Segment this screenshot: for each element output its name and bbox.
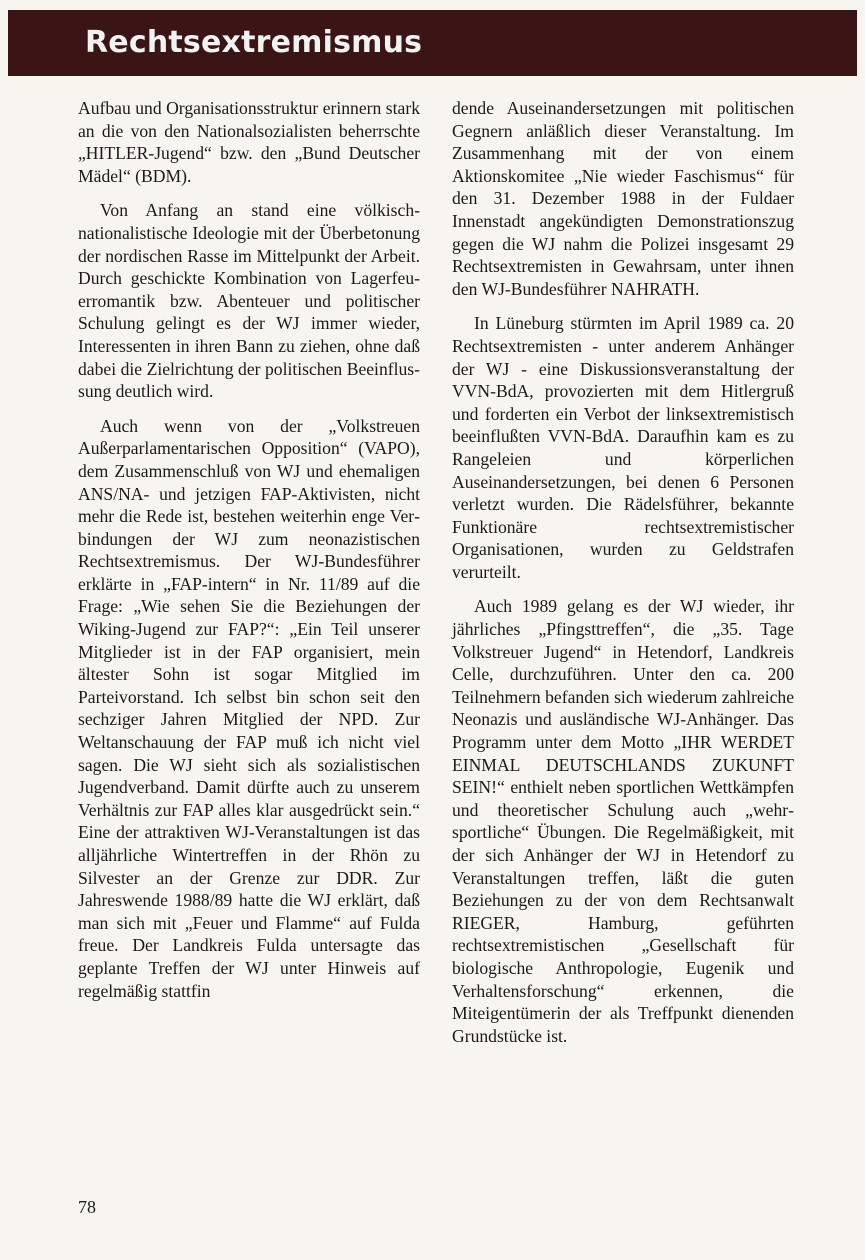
paragraph: In Lüneburg stürmten im April 1989 ca. 20 Rechtsextremisten - unter anderem Anhänger der WJ - eine Diskussionsveranstaltung der VVN-BdA, provozierten mit dem Hitlergruß und forderten ein Verbot der linksextremistisch beeinflußten VVN-BdA. Daraufhin kam es zu Rangeleien und körperlichen Auseinandersetzungen, bei denen 6 Personen verletzt wurden. Die Rädelsführer, bekannte Funktionäre rechtsextremistischer Organisationen, wurden zu Geldstrafen verurteilt. (452, 313, 794, 582)
text-column-left (78, 97, 420, 1014)
paragraph: Auch 1989 gelang es der WJ wieder, ihr jährliches „Pfingsttreffen“, die „35. Tage Volkstreuer Jugend“ in Hetendorf, Landkreis Celle, durchzuführen. Unter den ca. 200 Teilnehmern befanden sich wiederum zahlreiche Neonazis und ausländische WJ-Anhänger. Das Programm unter dem Motto „IHR WERDET EINMAL DEUTSCHLANDS ZUKUNFT SEIN!“ enthielt neben sportlichen Wettkämpfen und theoretischer Schulung auch „wehrsportliche“ Übungen. Die Regelmäßigkeit, mit der sich Anhänger der WJ in Hetendorf zu Veranstaltungen treffen, läßt die guten Beziehungen zu der von dem Rechtsanwalt RIEGER, Hamburg, geführten rechtsextremistischen „Gesellschaft für biologische Anthropologie, Eugenik und Verhaltensforschung“ erkennen, die Miteigentümerin der als Treffpunkt dienenden Grundstücke ist. (452, 596, 794, 1046)
text-column-right (452, 97, 794, 1059)
paragraph: Von Anfang an stand eine völkisch-nationalistische Ideologie mit der Überbetonung der nordischen Rasse im Mittelpunkt der Arbeit. Durch geschickte Kombination von Lagerfeuerromantik bzw. Abenteuer und politischer Schulung gelingt es der WJ immer wieder, Interessenten in ihren Bann zu ziehen, ohne daß dabei die Zielrichtung der politischen Beeinflussung deutlich wird. (78, 200, 420, 402)
paragraph: Aufbau und Organisationsstruktur erinnern stark an die von den Nationalsozialisten beherrschte „HITLER-Jugend“ bzw. den „Bund Deutscher Mädel“ (BDM). (78, 98, 420, 186)
paragraph: dende Auseinandersetzungen mit politischen Gegnern anläßlich dieser Veranstaltung. Im Zusammenhang mit der von einem Aktionskomitee „Nie wieder Faschismus“ für den 31. Dezember 1988 in der Fuldaer Innenstadt angekündigten Demonstrationszug gegen die WJ nahm die Polizei insgesamt 29 Rechtsextremisten in Gewahrsam, unter ihnen den WJ-Bundesführer NAHRATH. (452, 98, 794, 299)
section-header-bar (8, 10, 857, 76)
paragraph: Auch wenn von der „Volkstreuen Außerparlamentarischen Opposition“ (VAPO), dem Zusammenschluß von WJ und ehemaligen ANS/NA- und jetzigen FAP-Aktivisten, nicht mehr die Rede ist, bestehen weiterhin enge Verbindungen der WJ zum neonazistischen Rechtsextremismus. Der WJ-Bundesführer erklärte in „FAP-intern“ in Nr. 11/89 auf die Frage: „Wie sehen Sie die Beziehungen der Wiking-Jugend zur FAP?“: „Ein Teil unserer Mitglieder ist in der FAP organisiert, mein ältester Sohn ist sogar Mitglied im Parteivorstand. Ich selbst bin schon seit den sechziger Jahren Mitglied der NPD. Zur Weltanschauung der FAP muß ich nicht viel sagen. Die WJ sieht sich als sozialistischen Jugendverband. Damit dürfte auch zu unserem Verhältnis zur FAP alles klar ausgedrückt sein.“ Eine der attraktiven WJ-Veranstaltungen ist das alljährliche Wintertreffen in der Rhön zu Silvester an der Grenze zur DDR. Zur Jahreswende 1988/89 hatte die WJ erklärt, daß man sich mit „Feuer und Flamme“ auf Fulda freue. Der Landkreis Fulda untersagte das geplante Treffen der WJ unter Hinweis auf regelmäßig stattfin (78, 415, 420, 1001)
section-title: Rechtsextremismus (85, 25, 423, 60)
page-number: 78 (78, 1197, 96, 1217)
